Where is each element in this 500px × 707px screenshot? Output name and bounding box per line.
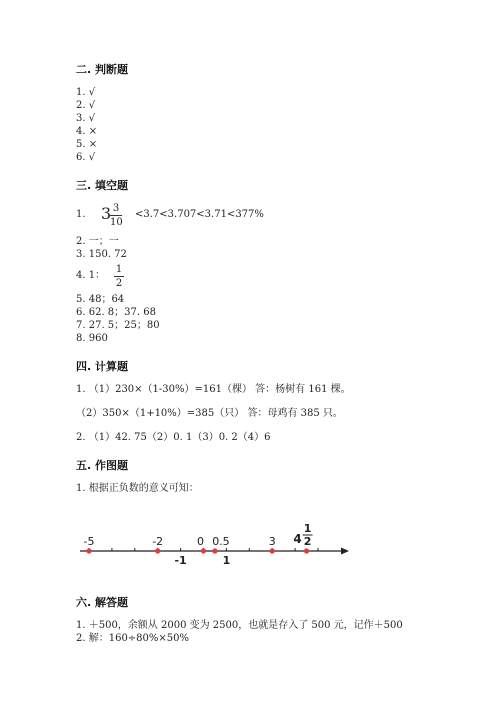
fill-q2: 2. 一；一: [76, 236, 119, 247]
judgment-answer-4: 4. ×: [76, 126, 98, 137]
number-line-point: [155, 548, 160, 553]
number-line-mixed-numerator: 1: [303, 522, 312, 535]
fill-q5: 5. 48；64: [76, 294, 125, 305]
fill-q1-number: 1.: [76, 209, 86, 220]
number-line-label-below: 1: [222, 554, 231, 567]
solution-q1: 1. ＋500，余额从 2000 变为 2500，也就是存入了 500 元，记作＋500: [76, 620, 403, 631]
fill-q3: 3. 150. 72: [76, 249, 127, 260]
fill-q8: 8. 960: [76, 333, 108, 344]
fill-q1-numerator: 3: [112, 203, 120, 214]
judgment-answer-5: 5. ×: [76, 139, 98, 150]
solution-q2: 2. 解：160÷80%×50%: [76, 633, 190, 644]
number-line-point: [201, 548, 206, 553]
number-line-point: [212, 548, 217, 553]
judgment-answer-3: 3. √: [76, 113, 96, 124]
section-fill-blank-title: 三. 填空题: [76, 179, 129, 192]
number-line-label-above: 0.5: [212, 535, 230, 548]
judgment-answer-6: 6. √: [76, 152, 96, 163]
section-calculation-title: 四. 计算题: [76, 360, 129, 373]
fill-q7: 7. 27. 5；25；80: [76, 320, 160, 331]
fill-q4-denominator: 2: [115, 278, 123, 289]
number-line-point: [270, 548, 275, 553]
calc-q1-part1: 1. （1）230×（1-30%）=161（棵） 答：杨树有 161 棵。: [76, 384, 351, 395]
fill-q1-fraction: [110, 203, 122, 228]
fill-q6: 6. 62. 8；37. 68: [76, 307, 156, 318]
number-line-point: [86, 548, 91, 553]
number-line-mixed-whole: 4: [293, 532, 302, 546]
number-line-label-above: 0: [197, 535, 204, 548]
drawing-q1-text: 1. 根据正负数的意义可知：: [76, 483, 199, 494]
fill-q1-denominator: 10: [110, 217, 123, 228]
number-line-label-below: -1: [174, 554, 187, 567]
calc-q1-part2: （2）350×（1+10%）=385（只） 答：母鸡有 385 只。: [76, 408, 343, 419]
section-judgment-title: 二. 判断题: [76, 63, 129, 76]
section-solution-title: 六. 解答题: [76, 596, 129, 609]
fill-q4-numerator: 1: [115, 264, 123, 275]
fill-q1-whole: 3: [101, 204, 112, 223]
fill-q4-prefix: 4. 1：: [76, 270, 106, 281]
section-drawing-title: 五. 作图题: [76, 459, 129, 472]
fill-q4-fraction: [114, 264, 124, 289]
number-line-label-above: -2: [152, 535, 164, 548]
number-line-label-above: 3: [268, 535, 276, 548]
calc-q2: 2. （1）42. 75（2）0. 1（3）0. 2（4）6: [76, 432, 271, 443]
number-line: [0, 515, 500, 575]
number-line-arrow-icon: [341, 548, 349, 555]
number-line-mixed-denominator: 2: [303, 535, 312, 548]
fill-q1-comparison: <3.7<3.707<3.71<377%: [135, 209, 264, 220]
number-line-point: [304, 548, 309, 553]
judgment-answer-1: 1. √: [76, 87, 96, 98]
judgment-answer-2: 2. √: [76, 100, 96, 111]
number-line-label-above: -5: [83, 535, 95, 548]
